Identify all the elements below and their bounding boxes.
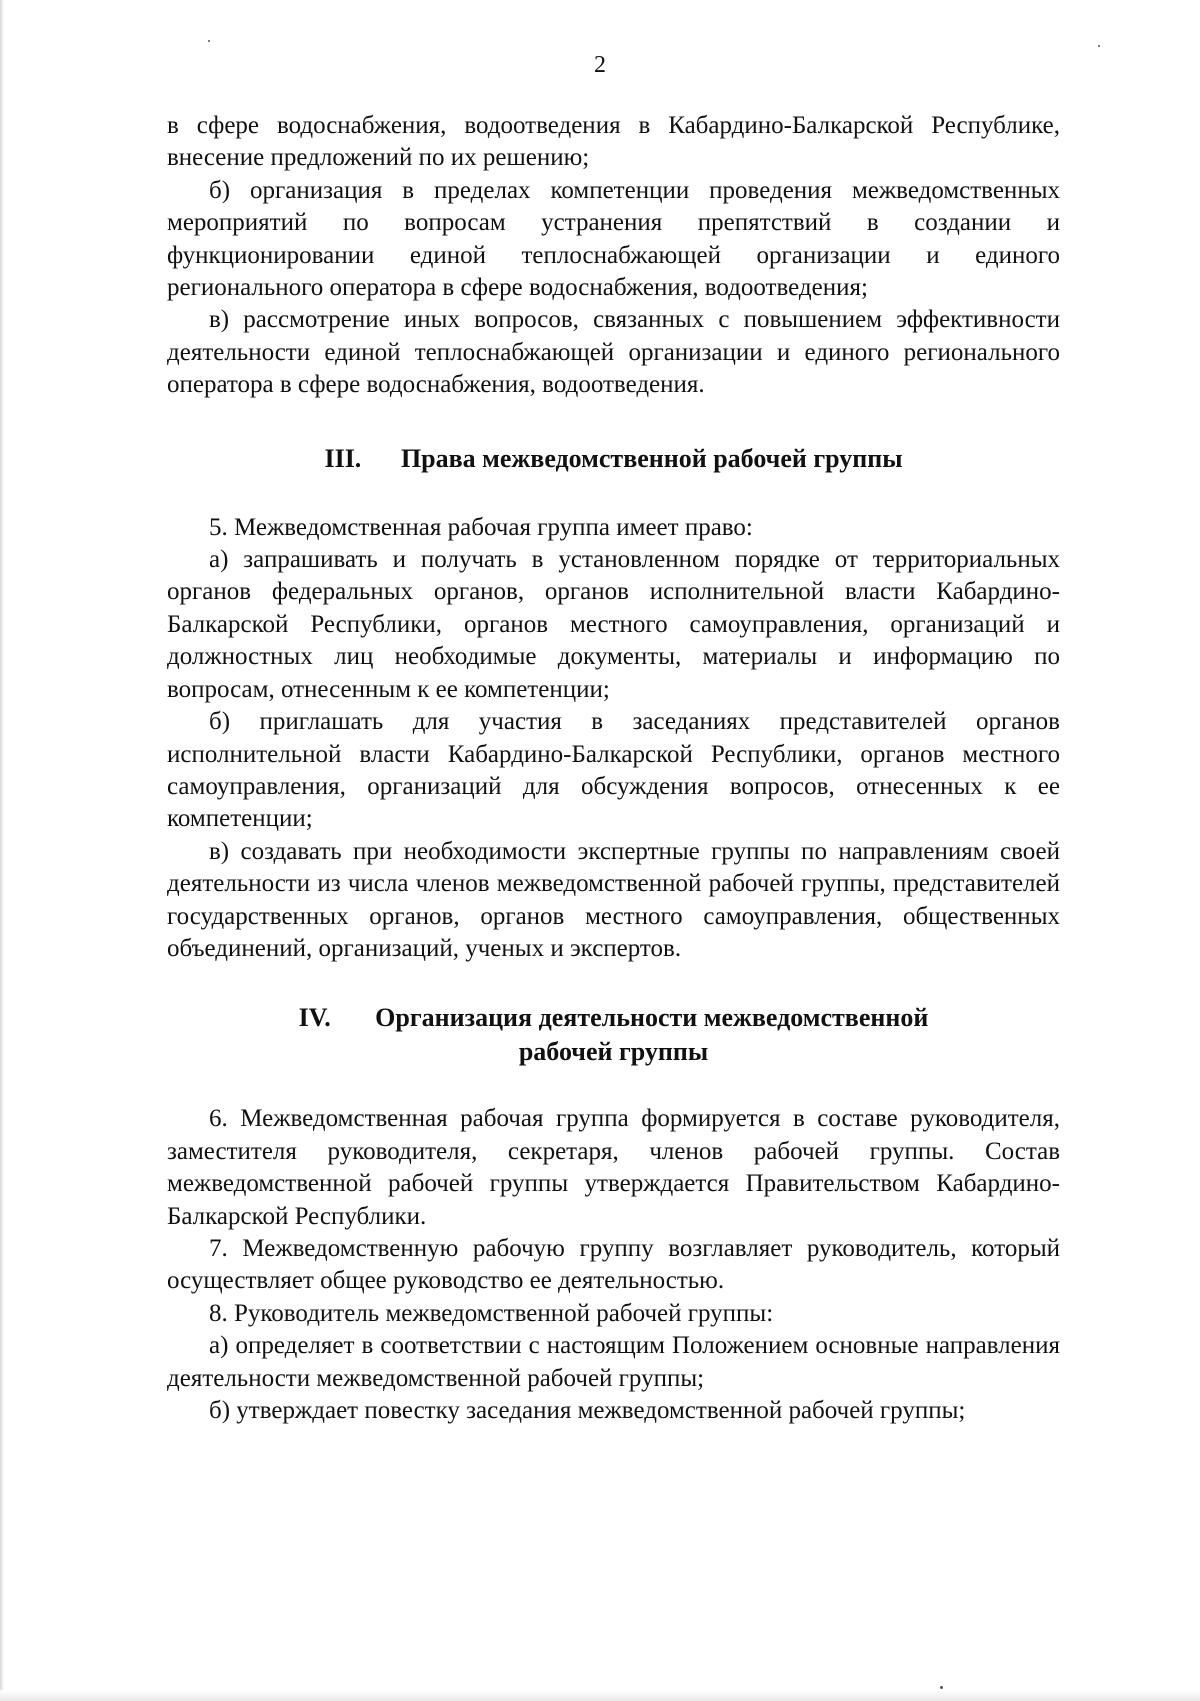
document-body	[167, 110, 1060, 1427]
section-heading-3	[167, 442, 1060, 476]
paragraph: а) определяет в соответствии с настоящим Положением основные направления деятельности межведомственной рабочей группы;	[167, 1332, 1060, 1392]
section-title-line2: рабочей группы	[518, 1037, 709, 1067]
paragraph: в) рассмотрение иных вопросов, связанных с повышением эффективности деятельности единой теплоснабжающей организации и единого регионального оператора в сфере водоснабжения, водоотведения.	[167, 306, 1060, 399]
paragraph: б) утверждает повестку заседания межведомственной рабочей группы;	[209, 1397, 966, 1424]
paragraph: 7. Межведомственную рабочую группу возглавляет руководитель, который осуществляет общее руководство ее деятельностью.	[167, 1234, 1060, 1295]
scan-bottom-edge	[0, 1690, 1200, 1701]
scan-speck	[1098, 45, 1100, 47]
section-number: III.	[324, 443, 362, 473]
scan-speck	[940, 1686, 943, 1689]
paragraph: 8. Руководитель межведомственной рабочей группы:	[209, 1299, 774, 1327]
scan-edge-shadow	[0, 0, 4, 1701]
paragraph: в) создавать при необходимости экспертные группы по направлениям своей деятельности из числа членов межведомственной рабочей группы, представителей государственных органов, органов местного самоуправления, общественных объединений, организаций, ученых и экспертов.	[167, 837, 1060, 962]
section-number: IV.	[298, 1003, 331, 1033]
paragraph: 5. Межведомственная рабочая группа имеет право:	[209, 513, 753, 541]
paragraph: б) приглашать для участия в заседаниях представителей органов исполнительной власти Кабардино-Балкарской Республики, органов местного самоуправления, организаций для обсуждения вопросов, отнесенных к ее компетенции;	[167, 708, 1060, 833]
section-title: Права межведомственной рабочей группы	[400, 443, 903, 473]
section-heading-4	[167, 1001, 1060, 1069]
paragraph: а) запрашивать и получать в установленном порядке от территориальных органов федеральных органов, органов исполнительной власти Кабардино-Балкарской Республики, органов местного самоуправления, организаций и должностных лиц необходимые документы, материалы и информацию по вопросам, отнесенным к ее компетенции;	[167, 546, 1060, 703]
paragraph: б) организация в пределах компетенции проведения межведомственных мероприятий по вопросам устранения препятствий в создании и функционировании единой теплоснабжающей организации и единого регионального оператора в сфере водоснабжения, водоотведения;	[167, 176, 1060, 302]
section-title-line1: Организация деятельности межведомственной	[375, 1003, 929, 1033]
paragraph: 6. Межведомственная рабочая группа формируется в составе руководителя, заместителя руководителя, секретаря, членов рабочей группы. Состав межведомственной рабочей группы утверждается Правительством Кабардино-Балкарской Республики.	[167, 1105, 1060, 1230]
page-number: 2	[594, 52, 606, 78]
paragraph: в сфере водоснабжения, водоотведения в Кабардино-Балкарской Республике, внесение предложений по их решению;	[167, 112, 1060, 172]
scan-speck	[208, 40, 210, 42]
